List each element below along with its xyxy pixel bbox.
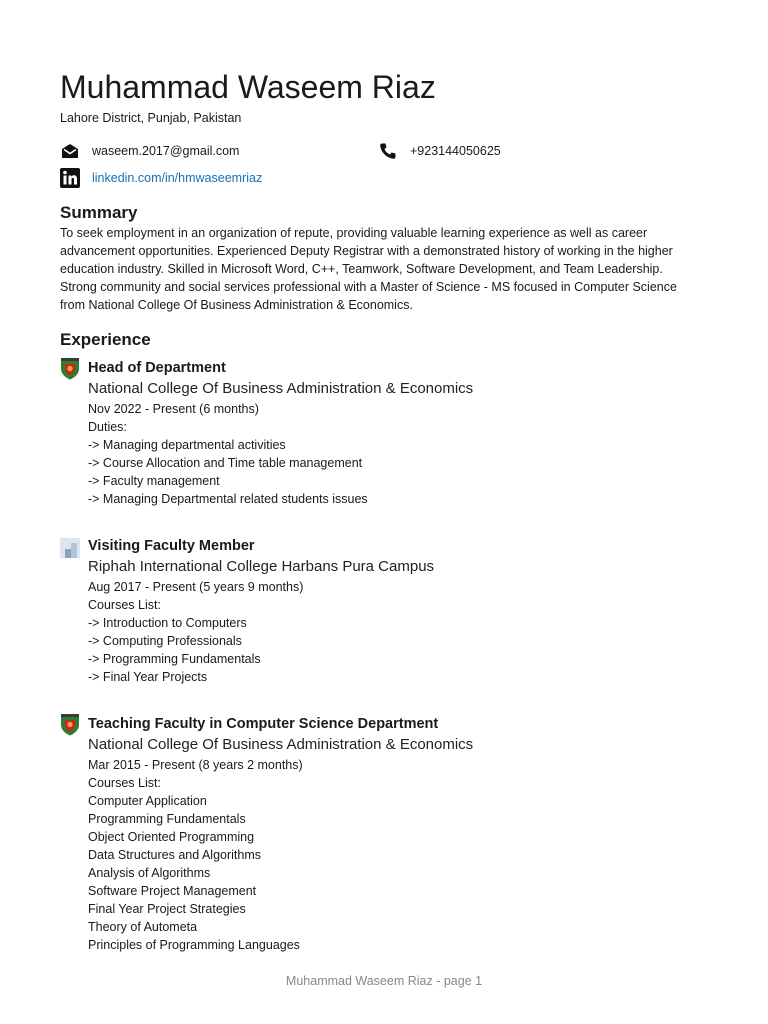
- experience-heading: Experience: [60, 330, 151, 349]
- linkedin-icon: [60, 168, 80, 188]
- contact-phone[interactable]: [378, 141, 501, 161]
- job-title: Visiting Faculty Member: [88, 538, 255, 554]
- job-detail-line: -> Final Year Projects: [88, 670, 208, 684]
- location: Lahore District, Punjab, Pakistan: [60, 111, 242, 125]
- job-detail-line: Courses List:: [88, 598, 161, 612]
- job-detail-line: Object Oriented Programming: [88, 830, 255, 844]
- experience-item: [60, 358, 720, 508]
- contact-email[interactable]: [60, 141, 239, 161]
- summary-text: To seek employment in an organization of repute, providing valuable learning experience as well as career advancement opportunities. Experienced Deputy Registrar with a demonstrated history of working in the higher education industry. Skilled in Microsoft Word, C++, Teamwork, Software Development, and Team Leadership. Strong community and social services professional with a Master of Science - MS focused in Computer Science from National College Of Business Administration & Economics.: [60, 226, 677, 312]
- email-text[interactable]: waseem.2017@gmail.com: [92, 144, 240, 158]
- job-detail-line: Courses List:: [88, 776, 161, 790]
- job-period: Nov 2022 - Present (6 months): [88, 402, 259, 416]
- phone-icon: [378, 141, 398, 161]
- job-detail-line: -> Computing Professionals: [88, 634, 242, 648]
- envelope-icon: [60, 141, 80, 161]
- experience-item: [60, 536, 720, 686]
- job-detail-line: Data Structures and Algorithms: [88, 848, 261, 862]
- job-detail-line: Computer Application: [88, 794, 207, 808]
- job-detail-line: Final Year Project Strategies: [88, 902, 246, 916]
- job-company: National College Of Business Administration & Economics: [88, 736, 474, 753]
- job-company: Riphah International College Harbans Pura Campus: [88, 558, 435, 575]
- job-detail-line: -> Managing Departmental related students issues: [88, 492, 368, 506]
- job-detail-line: Analysis of Algorithms: [88, 866, 211, 880]
- company-placeholder-logo: [60, 536, 80, 558]
- page-footer: Muhammad Waseem Riaz - page 1: [285, 974, 483, 988]
- job-detail-line: Duties:: [88, 420, 127, 434]
- job-detail-line: Theory of Autometa: [88, 920, 198, 934]
- job-detail-line: -> Managing departmental activities: [88, 438, 286, 452]
- job-title: Head of Department: [88, 360, 226, 376]
- person-name: Muhammad Waseem Riaz: [60, 69, 436, 105]
- summary-heading: Summary: [60, 203, 138, 222]
- job-detail-line: -> Introduction to Computers: [88, 616, 247, 630]
- job-detail-line: -> Programming Fundamentals: [88, 652, 261, 666]
- contact-linkedin[interactable]: [60, 168, 262, 188]
- job-detail-line: -> Course Allocation and Time table management: [88, 456, 363, 470]
- college-crest-logo: [60, 358, 80, 380]
- job-period: Aug 2017 - Present (5 years 9 months): [88, 580, 304, 594]
- job-detail-line: -> Faculty management: [88, 474, 220, 488]
- job-company: National College Of Business Administration & Economics: [88, 380, 474, 397]
- phone-text[interactable]: +923144050625: [410, 144, 501, 158]
- job-detail-line: Programming Fundamentals: [88, 812, 246, 826]
- linkedin-link[interactable]: linkedin.com/in/hmwaseemriaz: [92, 171, 263, 185]
- job-detail-line: Software Project Management: [88, 884, 257, 898]
- job-detail-line: Principles of Programming Languages: [88, 938, 300, 952]
- experience-item: [60, 714, 720, 954]
- college-crest-logo: [60, 714, 80, 736]
- job-period: Mar 2015 - Present (8 years 2 months): [88, 758, 303, 772]
- job-title: Teaching Faculty in Computer Science Department: [88, 716, 439, 732]
